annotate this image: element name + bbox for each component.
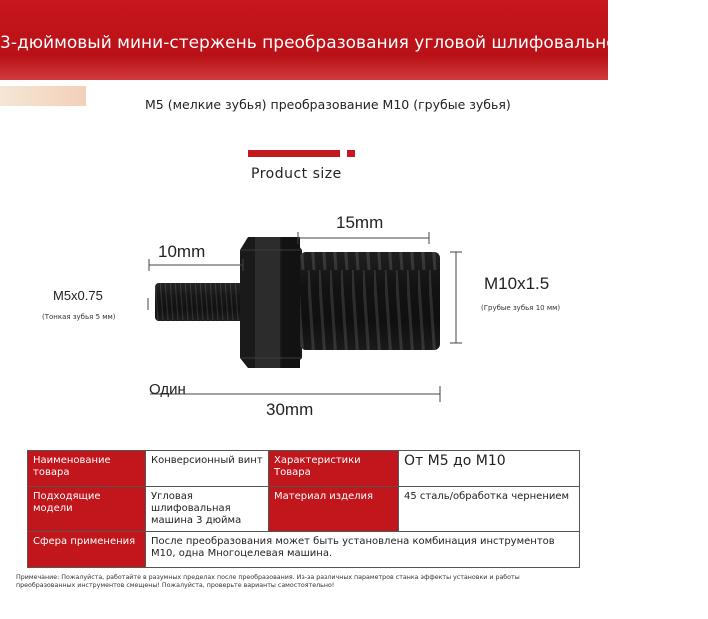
spec-label-models: Подходящие модели — [28, 487, 146, 532]
large-thread — [300, 252, 440, 350]
spec-value-scope: После преобразования может быть установлена комбинация инструментов М10, одна Многоцелевая машина. — [146, 532, 580, 568]
spec-label-scope: Сфера применения — [28, 532, 146, 568]
right-thread-size: M10x1.5 — [484, 274, 550, 293]
right-thread-note: (Грубые зубья 10 мм) — [481, 304, 561, 312]
spec-table — [27, 450, 580, 568]
banner-title: 3-дюймовый мини-стержень преобразования угловой шлифовальной машины — [0, 33, 708, 53]
spec-value-material: 45 сталь/обработка чернением — [399, 487, 580, 532]
spec-value-features: От М5 до М10 — [399, 451, 580, 487]
spec-label-features: Характеристики Товара — [269, 451, 399, 487]
product-subtitle: M5 (мелкие зубья) преобразование M10 (грубые зубья) — [145, 97, 511, 112]
left-thread-note: (Тонкая зубья 5 мм) — [42, 313, 116, 321]
spec-value-models: Угловая шлифовальная машина 3 дюйма — [146, 487, 269, 532]
spec-value-name: Конверсионный винт — [146, 451, 269, 487]
table-row — [28, 532, 580, 568]
footnote: Примечание: Пожалуйста, работайте в разумных пределах после преобразования. Из-за различных параметров станка эффекты установки и работы преобразованных инструментов смещены! Пожалуйста, проверьте варианты самостоятельно! — [16, 574, 520, 589]
count-label: Один — [149, 381, 186, 398]
dim-bottom: 30mm — [266, 400, 314, 419]
table-row — [28, 487, 580, 532]
spec-label-material: Материал изделия — [269, 487, 399, 532]
spec-label-name: Наименование товара — [28, 451, 146, 487]
dim-top-left: 10mm — [158, 242, 206, 261]
table-row — [28, 451, 580, 487]
section-title: Product size — [251, 166, 342, 182]
left-thread-size: M5x0.75 — [53, 288, 103, 303]
dim-top-right: 15mm — [336, 213, 384, 232]
hex-nut — [240, 237, 302, 368]
small-thread — [155, 283, 243, 321]
